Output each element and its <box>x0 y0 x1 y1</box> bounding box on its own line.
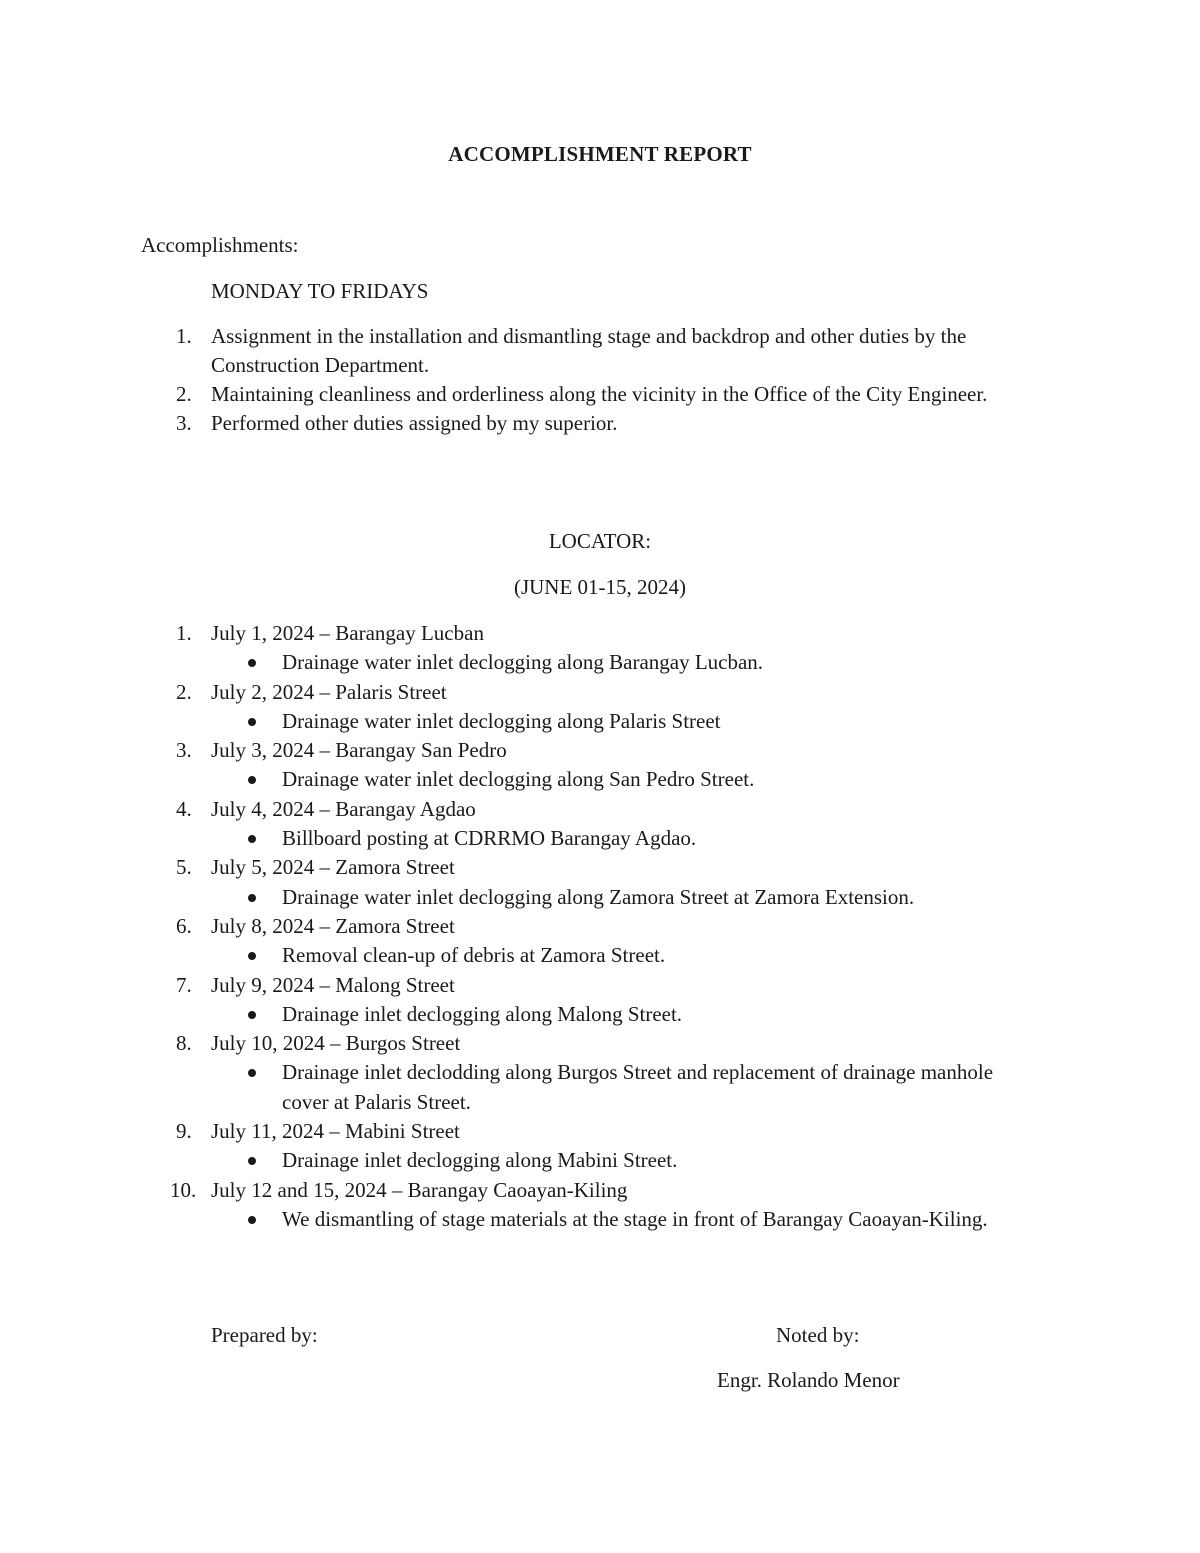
locator-date-place: July 9, 2024 – Malong Street <box>211 972 455 997</box>
locator-date-place: July 5, 2024 – Zamora Street <box>211 855 455 880</box>
bullet-icon <box>248 1011 256 1019</box>
locator-date-place: July 11, 2024 – Mabini Street <box>211 1119 460 1144</box>
bullet-icon <box>248 776 256 784</box>
item-number: 10. <box>170 1177 197 1202</box>
prepared-by-label: Prepared by: <box>211 1323 318 1347</box>
item-text: Performed other duties assigned by my superior. <box>211 411 618 435</box>
locator-date-place: July 2, 2024 – Palaris Street <box>211 679 447 704</box>
locator-item-heading <box>0 736 1200 765</box>
locator-item-detail <box>0 648 1022 677</box>
locator-item <box>0 1029 1200 1117</box>
item-number: 5. <box>176 855 192 880</box>
locator-list <box>0 619 1200 1234</box>
bullet-icon <box>248 1216 256 1224</box>
item-number: 7. <box>176 972 192 997</box>
item-number: 2. <box>176 382 192 406</box>
noted-by-label: Noted by: <box>776 1323 860 1347</box>
detail-text: Drainage inlet declogging along Malong Street. <box>282 1001 683 1026</box>
locator-date-place: July 3, 2024 – Barangay San Pedro <box>211 738 507 763</box>
locator-item <box>0 1117 1200 1176</box>
locator-item <box>0 853 1200 912</box>
item-number: 2. <box>176 679 192 704</box>
locator-item-detail <box>0 707 1022 736</box>
bullet-icon <box>248 894 256 902</box>
bullet-icon <box>248 952 256 960</box>
detail-text: Removal clean-up of debris at Zamora Street. <box>282 943 666 968</box>
item-text: Assignment in the installation and dismantling stage and backdrop and other duties by the Construction Department. <box>211 324 967 377</box>
detail-text: We dismantling of stage materials at the stage in front of Barangay Caoayan-Kiling. <box>282 1206 988 1231</box>
bullet-icon <box>248 835 256 843</box>
locator-item-heading <box>0 853 1200 882</box>
detail-text: Drainage water inlet declogging along Palaris Street <box>282 708 721 733</box>
bullet-icon <box>248 718 256 726</box>
locator-item-detail <box>0 1205 1022 1234</box>
detail-text: Drainage water inlet declogging along San Pedro Street. <box>282 767 755 792</box>
locator-item-detail <box>0 824 1022 853</box>
detail-text: Drainage water inlet declogging along Zamora Street at Zamora Extension. <box>282 884 915 909</box>
locator-item <box>0 912 1200 971</box>
detail-text: Drainage inlet declogging along Mabini Street. <box>282 1148 678 1173</box>
locator-date-place: July 8, 2024 – Zamora Street <box>211 913 455 938</box>
locator-item <box>0 736 1200 795</box>
detail-text: Drainage inlet declodding along Burgos Street and replacement of drainage manhole cover at Palaris Street. <box>282 1060 994 1114</box>
locator-item-heading <box>0 619 1200 648</box>
locator-item-heading <box>0 1176 1200 1205</box>
item-number: 4. <box>176 796 192 821</box>
locator-item-heading <box>0 912 1200 941</box>
item-number: 8. <box>176 1031 192 1056</box>
item-number: 9. <box>176 1119 192 1144</box>
item-text: Maintaining cleanliness and orderliness along the vicinity in the Office of the City Engineer. <box>211 382 988 406</box>
locator-date-place: July 1, 2024 – Barangay Lucban <box>211 621 484 645</box>
item-number: 3. <box>176 738 192 763</box>
locator-heading: LOCATOR: <box>548 529 652 553</box>
locator-item-heading <box>0 1029 1200 1058</box>
locator-item <box>0 795 1200 854</box>
accomplishment-item <box>0 380 1071 409</box>
bullet-icon <box>248 1069 256 1077</box>
schedule-label: MONDAY TO FRIDAYS <box>211 279 429 303</box>
locator-item-heading <box>0 1117 1200 1146</box>
locator-item-detail <box>0 1000 1022 1029</box>
locator-item-detail <box>0 1146 1022 1175</box>
locator-date-place: July 12 and 15, 2024 – Barangay Caoayan-Kiling <box>211 1177 628 1202</box>
item-number: 1. <box>176 324 192 348</box>
locator-date-place: July 10, 2024 – Burgos Street <box>211 1031 461 1056</box>
accomplishments-list <box>0 322 1200 438</box>
locator-item <box>0 678 1200 737</box>
detail-text: Drainage water inlet declogging along Barangay Lucban. <box>282 650 764 675</box>
accomplishment-item <box>0 322 1071 380</box>
locator-item <box>0 619 1200 678</box>
locator-item-detail <box>0 883 1022 912</box>
locator-item-heading <box>0 678 1200 707</box>
locator-item-detail <box>0 941 1022 970</box>
bullet-icon <box>248 659 256 667</box>
accomplishment-item <box>0 409 1071 438</box>
locator-period: (JUNE 01-15, 2024) <box>513 575 687 599</box>
locator-item <box>0 1176 1200 1235</box>
accomplishments-label: Accomplishments: <box>141 233 299 257</box>
locator-item <box>0 971 1200 1030</box>
locator-item-heading <box>0 971 1200 1000</box>
detail-text: Billboard posting at CDRRMO Barangay Agdao. <box>282 826 697 851</box>
page-title: ACCOMPLISHMENT REPORT <box>448 142 752 166</box>
item-number: 1. <box>176 621 192 645</box>
noted-by-name: Engr. Rolando Menor <box>717 1368 900 1392</box>
locator-date-place: July 4, 2024 – Barangay Agdao <box>211 796 476 821</box>
locator-item-heading <box>0 795 1200 824</box>
item-number: 6. <box>176 913 192 938</box>
locator-item-detail <box>0 765 1022 794</box>
locator-item-detail <box>0 1058 1022 1117</box>
item-number: 3. <box>176 411 192 435</box>
bullet-icon <box>248 1157 256 1165</box>
